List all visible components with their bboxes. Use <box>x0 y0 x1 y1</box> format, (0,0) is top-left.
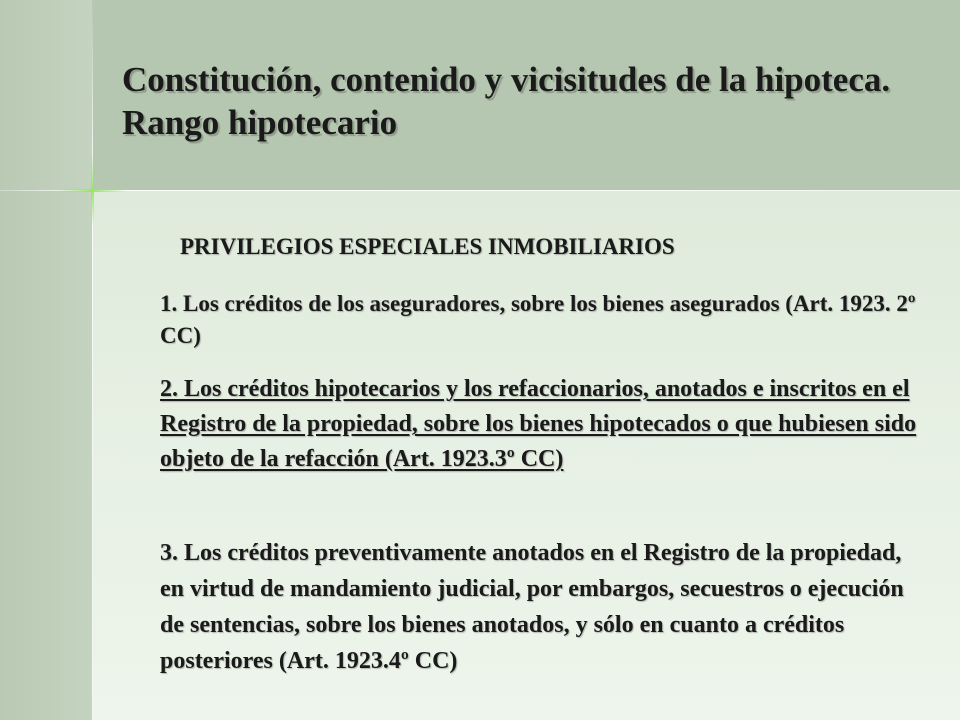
sparkle-vertical-ray <box>91 154 94 226</box>
slide-title: Constitución, contenido y vicisitudes de la hipoteca. Rango hipotecario <box>122 60 891 142</box>
vertical-divider <box>92 0 93 720</box>
list-item-2: 2. Los créditos hipotecarios y los refaccionarios, anotados e inscritos en el Registro de la propiedad, sobre los bienes hipotecados o que hubiesen sido objeto de la refacción (Art. 1923.3º CC) <box>160 376 917 472</box>
list-item-1: 1. Los créditos de los aseguradores, sobre los bienes asegurados (Art. 1923. 2º CC) <box>160 291 916 348</box>
horizontal-divider <box>0 190 960 191</box>
list-item-3: 3. Los créditos preventivamente anotados en el Registro de la propiedad, en virtud de mandamiento judicial, por embargos, secuestros o ejecución de sentencias, sobre los bienes anotados, y sólo en cuanto a créditos posteriores (Art. 1923.4º CC) <box>160 540 904 674</box>
left-band <box>0 0 92 720</box>
section-heading: PRIVILEGIOS ESPECIALES INMOBILIARIOS <box>180 234 675 259</box>
